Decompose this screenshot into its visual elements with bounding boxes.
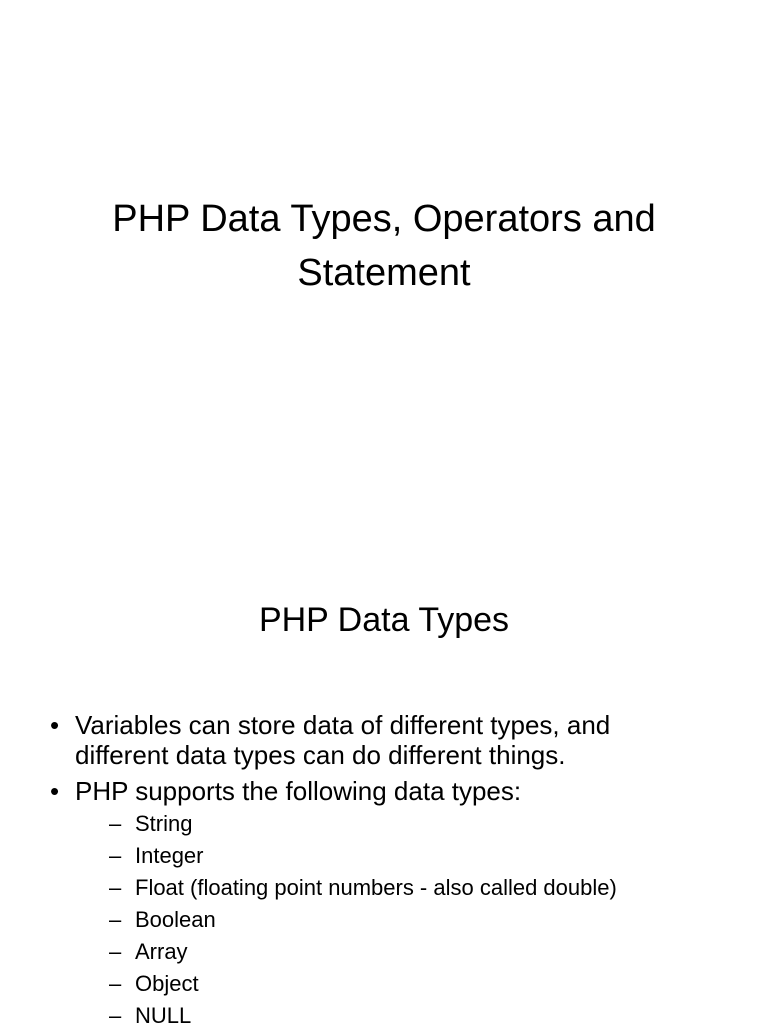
bullet-dot-icon: • xyxy=(50,710,60,740)
list-item-null xyxy=(75,1000,728,1024)
list-item-array xyxy=(75,936,728,968)
list-item-label: String xyxy=(135,811,193,836)
dash-icon: – xyxy=(109,907,122,932)
presentation-title xyxy=(0,192,768,300)
data-types-list xyxy=(75,808,728,1024)
dash-icon: – xyxy=(109,1003,122,1024)
title-line-2: Statement xyxy=(297,252,471,294)
list-item-label: Array xyxy=(135,939,188,964)
list-item-boolean xyxy=(75,904,728,936)
list-item-label: Boolean xyxy=(135,907,216,932)
dash-icon: – xyxy=(109,939,122,964)
list-item-label: NULL xyxy=(135,1003,192,1024)
bullet-variables xyxy=(48,710,728,770)
list-item-integer xyxy=(75,840,728,872)
slide-content xyxy=(48,710,728,1024)
dash-icon: – xyxy=(109,843,122,868)
data-types-slide xyxy=(0,576,768,1024)
list-item-label: Object xyxy=(135,971,199,996)
list-item-string xyxy=(75,808,728,840)
bullet-text-line-1: Variables can store data of different types, and xyxy=(75,710,611,740)
dash-icon: – xyxy=(109,811,122,836)
list-item-float xyxy=(75,872,728,904)
bullet-supported-types xyxy=(48,776,728,1024)
list-item-object xyxy=(75,968,728,1000)
bullet-dot-icon: • xyxy=(50,776,60,806)
title-line-1: PHP Data Types, Operators and xyxy=(112,198,656,240)
bullet-text-line-2: different data types can do different things. xyxy=(75,740,566,770)
list-item-label: Float (floating point numbers - also called double) xyxy=(135,875,617,900)
slide-title: PHP Data Types xyxy=(258,601,510,639)
dash-icon: – xyxy=(109,875,122,900)
list-item-label: Integer xyxy=(135,843,204,868)
bullet-text-line-1: PHP supports the following data types: xyxy=(75,776,522,806)
dash-icon: – xyxy=(109,971,122,996)
